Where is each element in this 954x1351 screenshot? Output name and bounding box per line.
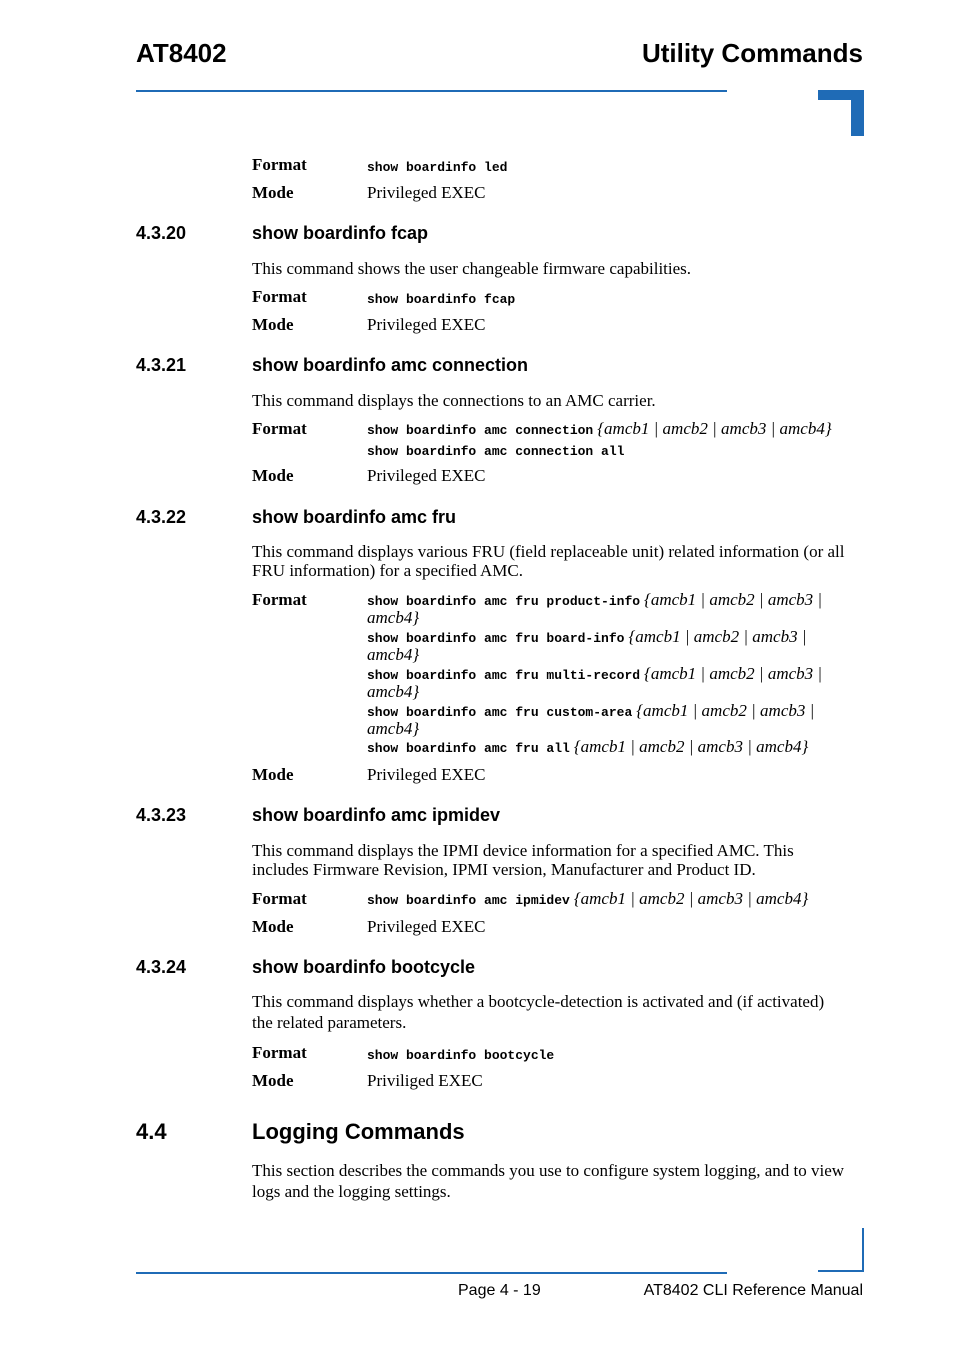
format-label: Format [252,889,307,908]
section-description-line: This command displays the IPMI device information for a specified AMC. This [252,841,794,860]
section-description-line: includes Firmware Revision, IPMI version, Manufacturer and Product ID. [252,860,756,879]
mode-label: Mode [252,917,294,936]
mode-value: Privileged EXEC [367,917,486,936]
section-description-line: the related parameters. [252,1013,407,1032]
mode-value: Privileged EXEC [367,765,486,784]
format-line: show boardinfo amc fru all {amcb1 | amcb2 | amcb3 | amcb4} [367,737,809,756]
doc-id: AT8402 [136,38,227,68]
header-rule [136,90,727,92]
mode-value: Priviliged EXEC [367,1071,483,1090]
section-title: show boardinfo amc ipmidev [252,805,501,825]
format-label: Format [252,287,307,306]
format-line: show boardinfo amc fru custom-area {amcb1 | amcb2 | amcb3 | [367,701,815,720]
section-description-line: This section describes the commands you use to configure system logging, and to view [252,1161,845,1180]
format-line: show boardinfo amc connection {amcb1 | amcb2 | amcb3 | amcb4} [367,419,832,438]
section-description-line: This command displays various FRU (field replaceable unit) related information (or all [252,542,845,561]
format-label: Format [252,590,307,609]
format-command: show boardinfo led [367,160,508,175]
section-number: 4.4 [136,1119,167,1144]
section-number: 4.3.22 [136,507,187,527]
section-title: show boardinfo fcap [252,223,429,243]
section-title: show boardinfo amc connection [252,355,529,375]
section-number: 4.3.23 [136,805,187,825]
format-line-cont: amcb4} [367,682,420,701]
section-title: show boardinfo amc fru [252,507,457,527]
manual-title: AT8402 CLI Reference Manual [643,1282,863,1299]
section-title: show boardinfo bootcycle [252,957,476,977]
format-label: Format [252,1043,307,1062]
mode-value: Privileged EXEC [367,466,486,485]
section-number: 4.3.20 [136,223,187,243]
mode-label: Mode [252,183,294,202]
section-number: 4.3.24 [136,957,187,977]
format-command: show boardinfo fcap [367,292,516,307]
mode-label: Mode [252,765,294,784]
format-line: show boardinfo amc connection all [367,444,625,459]
footer-corner-rule [818,1270,864,1272]
section-description-line: FRU information) for a specified AMC. [252,561,524,580]
section-description-line: This command displays whether a bootcycle-detection is activated and (if activated) [252,992,825,1011]
mode-label: Mode [252,466,294,485]
section-title: Logging Commands [252,1119,465,1144]
section-description: This command displays the connections to an AMC carrier. [252,391,656,410]
format-line: show boardinfo amc ipmidev {amcb1 | amcb2 | amcb3 | amcb4} [367,889,809,908]
footer-rule [136,1272,727,1274]
section-description: This command shows the user changeable firmware capabilities. [252,259,692,278]
format-command: show boardinfo bootcycle [367,1048,555,1063]
format-line: show boardinfo amc fru multi-record {amcb1 | amcb2 | amcb3 | [367,664,823,683]
format-line: show boardinfo amc fru product-info {amcb1 | amcb2 | amcb3 | [367,590,823,609]
corner-mark-icon [818,90,864,136]
footer-corner-mark-icon [862,1228,864,1272]
section-number: 4.3.21 [136,355,187,375]
mode-label: Mode [252,1071,294,1090]
mode-label: Mode [252,315,294,334]
section-description-line: logs and the logging settings. [252,1182,451,1201]
format-label: Format [252,155,307,174]
format-label: Format [252,419,307,438]
chapter-title: Utility Commands [641,38,863,68]
format-line: show boardinfo amc fru board-info {amcb1 | amcb2 | amcb3 | [367,627,807,646]
page-number: Page 4 - 19 [458,1282,541,1299]
format-line-cont: amcb4} [367,645,420,664]
mode-value: Privileged EXEC [367,183,486,202]
mode-value: Privileged EXEC [367,315,486,334]
format-line-cont: amcb4} [367,608,420,627]
format-line-cont: amcb4} [367,719,420,738]
